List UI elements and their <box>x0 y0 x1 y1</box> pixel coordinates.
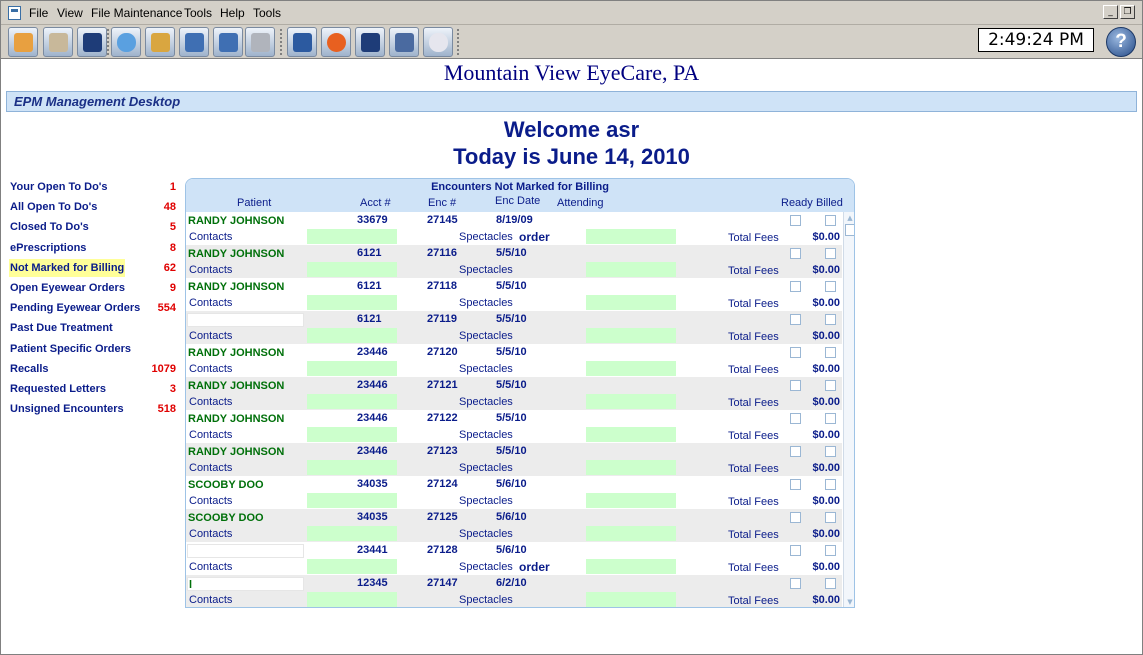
attending-field[interactable] <box>586 427 676 442</box>
total-fees-label: Total Fees <box>728 463 779 475</box>
header-billed[interactable]: Billed <box>816 197 843 209</box>
contacts-field[interactable] <box>307 328 397 343</box>
header-patient[interactable]: Patient <box>237 197 272 209</box>
building-icon[interactable] <box>77 27 107 57</box>
encounters-grid <box>185 178 855 608</box>
sidebar <box>9 178 179 420</box>
ready-checkbox[interactable] <box>790 545 801 556</box>
minimize-button[interactable]: _ <box>1103 5 1118 19</box>
patient-name[interactable]: RANDY JOHNSON <box>188 248 285 260</box>
spectacles-label: Spectacles <box>459 429 513 441</box>
total-fees-label: Total Fees <box>728 430 779 442</box>
spectacles-order-link[interactable]: order <box>519 230 550 244</box>
encounter-number: 27123 <box>427 445 458 457</box>
spectacles-label: Spectacles <box>459 495 513 507</box>
sidebar-item-past-due-treatment[interactable] <box>9 319 179 339</box>
no-entry-icon[interactable] <box>321 27 351 57</box>
attending-field[interactable] <box>586 493 676 508</box>
patient-name[interactable]: RANDY JOHNSON <box>188 446 285 458</box>
account-number: 34035 <box>357 511 388 523</box>
printer-icon[interactable] <box>245 27 275 57</box>
total-fees-value: $0.00 <box>812 528 840 540</box>
grid-scrollbar[interactable] <box>843 212 855 608</box>
contacts-field[interactable] <box>307 460 397 475</box>
total-fees-label: Total Fees <box>728 562 779 574</box>
ready-checkbox[interactable] <box>790 347 801 358</box>
total-fees-value: $0.00 <box>812 297 840 309</box>
contacts-label: Contacts <box>189 528 233 540</box>
sidebar-item-label[interactable]: ePrescriptions <box>10 241 87 254</box>
sidebar-item-count: 8 <box>169 241 176 254</box>
table-row[interactable] <box>186 575 842 608</box>
menu-help[interactable]: Help <box>220 6 245 20</box>
contacts-field[interactable] <box>307 361 397 376</box>
sidebar-item-requested-letters[interactable] <box>9 380 179 400</box>
company-name: Mountain View EyeCare, PA <box>443 60 700 85</box>
scroll-thumb[interactable] <box>845 224 855 236</box>
sidebar-item-label[interactable]: Patient Specific Orders <box>10 342 132 355</box>
spectacles-label: Spectacles <box>459 231 513 243</box>
ready-checkbox[interactable] <box>790 281 801 292</box>
total-fees-label: Total Fees <box>728 496 779 508</box>
ready-checkbox[interactable] <box>790 248 801 259</box>
attending-field[interactable] <box>586 361 676 376</box>
patient-name[interactable] <box>187 544 304 558</box>
contacts-field[interactable] <box>307 295 397 310</box>
spectacles-label: Spectacles <box>459 297 513 309</box>
total-fees-value: $0.00 <box>812 363 840 375</box>
encounter-number: 27145 <box>427 214 458 226</box>
billed-checkbox[interactable] <box>825 215 836 226</box>
ready-checkbox[interactable] <box>790 413 801 424</box>
spectacles-label: Spectacles <box>459 330 513 342</box>
sidebar-item-count: 1 <box>169 181 176 193</box>
ready-checkbox[interactable] <box>790 446 801 457</box>
database-icon[interactable] <box>111 27 141 57</box>
menu-file-maintenance[interactable]: File Maintenance <box>91 6 183 20</box>
sidebar-item-label[interactable]: Pending Eyewear Orders <box>10 302 141 315</box>
contacts-label: Contacts <box>189 561 233 573</box>
contacts-field[interactable] <box>307 493 397 508</box>
billed-checkbox[interactable] <box>825 248 836 259</box>
attending-field[interactable] <box>586 328 676 343</box>
grid-rows <box>186 212 842 608</box>
attending-field[interactable] <box>586 559 676 574</box>
encounter-date: 6/2/10 <box>496 577 527 589</box>
home-icon[interactable] <box>8 27 38 57</box>
billed-checkbox[interactable] <box>825 512 836 523</box>
account-number: 33679 <box>357 214 388 226</box>
ready-checkbox[interactable] <box>790 215 801 226</box>
patient-name[interactable]: RANDY JOHNSON <box>188 215 285 227</box>
contacts-field[interactable] <box>307 229 397 244</box>
total-fees-value: $0.00 <box>812 231 840 243</box>
date-heading: Today is June 14, 2010 <box>453 144 690 169</box>
total-fees-label: Total Fees <box>728 529 779 541</box>
scanner-icon[interactable] <box>355 27 385 57</box>
table-row[interactable] <box>186 311 842 344</box>
sidebar-item-label[interactable]: Closed To Do's <box>10 221 89 234</box>
sidebar-item-open-eyewear-orders[interactable] <box>9 279 179 299</box>
sidebar-item-count: 1079 <box>151 362 176 375</box>
report-search-icon[interactable] <box>389 27 419 57</box>
contacts-label: Contacts <box>189 363 233 375</box>
sidebar-item-label[interactable]: Past Due Treatment <box>10 322 113 335</box>
total-fees-value: $0.00 <box>812 594 840 606</box>
contacts-label: Contacts <box>189 495 233 507</box>
total-fees-value: $0.00 <box>812 462 840 474</box>
sidebar-item-count: 5 <box>169 221 176 234</box>
contacts-field[interactable] <box>307 592 397 607</box>
billed-checkbox[interactable] <box>825 479 836 490</box>
billed-checkbox[interactable] <box>825 314 836 325</box>
account-number: 12345 <box>357 577 388 589</box>
attending-field[interactable] <box>586 394 676 409</box>
contacts-label: Contacts <box>189 330 233 342</box>
sidebar-item-count: 62 <box>163 261 176 274</box>
account-number: 34035 <box>357 478 388 490</box>
menu-bar <box>1 1 1142 25</box>
account-number: 6121 <box>357 247 382 259</box>
toolbar-separator <box>280 29 284 55</box>
encounter-number: 27124 <box>427 478 458 490</box>
spectacles-label: Spectacles <box>459 396 513 408</box>
contacts-field[interactable] <box>307 394 397 409</box>
sidebar-item-count: 3 <box>169 382 176 395</box>
encounter-number: 27128 <box>427 544 458 556</box>
encounter-number: 27147 <box>427 577 458 589</box>
mouse-icon[interactable] <box>423 27 453 57</box>
encounter-date: 5/5/10 <box>496 313 527 325</box>
attending-field[interactable] <box>586 262 676 277</box>
encounter-number: 27120 <box>427 346 458 358</box>
menu-view[interactable]: View <box>57 6 83 20</box>
table-row[interactable] <box>186 212 842 245</box>
encounter-date: 5/5/10 <box>496 280 527 292</box>
account-number: 23441 <box>357 544 388 556</box>
clock-display: 2:49:24 PM <box>978 28 1094 52</box>
attending-field[interactable] <box>586 295 676 310</box>
account-number: 23446 <box>357 412 388 424</box>
encounter-number: 27116 <box>427 247 457 259</box>
welcome-heading: Welcome asr <box>503 117 640 142</box>
sidebar-item-count: 9 <box>169 281 176 294</box>
sidebar-item-eprescriptions[interactable] <box>9 239 179 259</box>
encounter-date: 5/6/10 <box>496 544 527 556</box>
total-fees-label: Total Fees <box>728 331 779 343</box>
document-search-2-icon[interactable] <box>213 27 243 57</box>
sidebar-item-label[interactable]: Your Open To Do's <box>10 181 108 193</box>
encounter-date: 5/5/10 <box>496 445 527 457</box>
encounter-date: 5/6/10 <box>496 478 527 490</box>
contacts-label: Contacts <box>189 264 233 276</box>
billed-checkbox[interactable] <box>825 281 836 292</box>
header-ready[interactable]: Ready <box>781 197 813 209</box>
header-enc[interactable]: Enc # <box>428 197 457 209</box>
total-fees-label: Total Fees <box>728 364 779 376</box>
account-number: 6121 <box>357 280 382 292</box>
account-number: 23446 <box>357 445 388 457</box>
application-icon[interactable] <box>8 6 21 20</box>
contacts-label: Contacts <box>189 231 233 243</box>
table-row[interactable] <box>186 377 842 410</box>
contacts-label: Contacts <box>189 429 233 441</box>
total-fees-value: $0.00 <box>812 561 840 573</box>
billed-checkbox[interactable] <box>825 413 836 424</box>
encounter-date: 5/5/10 <box>496 379 527 391</box>
contacts-label: Contacts <box>189 396 233 408</box>
spectacles-label: Spectacles <box>459 561 513 573</box>
window-controls <box>1103 5 1135 19</box>
total-fees-label: Total Fees <box>728 265 779 277</box>
grid-header-row <box>186 195 854 212</box>
users-icon[interactable] <box>43 27 73 57</box>
account-number: 23446 <box>357 379 388 391</box>
encounter-number: 27122 <box>427 412 458 424</box>
encounter-number: 27125 <box>427 511 458 523</box>
patient-name[interactable]: RANDY JOHNSON <box>188 380 285 392</box>
menu-tools[interactable]: Tools <box>184 6 213 20</box>
toolbar-separator <box>457 29 461 55</box>
total-fees-value: $0.00 <box>812 396 840 408</box>
toolbar <box>1 25 1142 59</box>
billed-checkbox[interactable] <box>825 545 836 556</box>
header-attending[interactable]: Attending <box>557 197 604 209</box>
spectacles-label: Spectacles <box>459 528 513 540</box>
patient-name[interactable]: l <box>187 577 304 591</box>
ready-checkbox[interactable] <box>790 578 801 589</box>
patient-name[interactable]: RANDY JOHNSON <box>188 347 285 359</box>
table-row[interactable] <box>186 476 842 509</box>
table-row[interactable] <box>186 245 842 278</box>
encounter-date: 5/5/10 <box>496 346 527 358</box>
total-fees-label: Total Fees <box>728 595 779 607</box>
ready-checkbox[interactable] <box>790 512 801 523</box>
table-row[interactable] <box>186 278 842 311</box>
total-fees-label: Total Fees <box>728 298 779 310</box>
table-row[interactable] <box>186 344 842 377</box>
spectacles-label: Spectacles <box>459 462 513 474</box>
sidebar-item-closed-to-do-s[interactable] <box>9 218 179 238</box>
billed-checkbox[interactable] <box>825 446 836 457</box>
contacts-field[interactable] <box>307 559 397 574</box>
sidebar-item-unsigned-encounters[interactable] <box>9 400 179 420</box>
menu-tools-2[interactable]: Tools <box>253 6 282 20</box>
sidebar-item-label[interactable]: All Open To Do's <box>10 201 98 214</box>
patient-name[interactable] <box>187 313 304 327</box>
encounter-date: 8/19/09 <box>496 214 533 226</box>
patient-name[interactable]: RANDY JOHNSON <box>188 413 285 425</box>
scroll-up-icon[interactable]: ▲ <box>847 214 853 222</box>
ready-checkbox[interactable] <box>790 314 801 325</box>
sidebar-item-patient-specific-orders[interactable] <box>9 340 179 360</box>
sidebar-item-all-open-to-do-s[interactable] <box>9 198 179 218</box>
sidebar-item-count: 518 <box>157 403 176 416</box>
sidebar-item-count: 48 <box>163 201 176 214</box>
contacts-field[interactable] <box>307 526 397 541</box>
total-fees-label: Total Fees <box>728 232 779 244</box>
desktop-title-bar: EPM Management Desktop <box>6 91 1137 112</box>
spectacles-label: Spectacles <box>459 264 513 276</box>
attending-field[interactable] <box>586 526 676 541</box>
sidebar-item-label[interactable]: Not Marked for Billing <box>9 259 125 277</box>
attending-field[interactable] <box>586 592 676 607</box>
encounter-number: 27118 <box>427 280 457 292</box>
header-enc-date[interactable]: Enc Date <box>495 195 541 207</box>
billed-checkbox[interactable] <box>825 578 836 589</box>
sidebar-item-label[interactable]: Open Eyewear Orders <box>10 281 125 294</box>
menu-file[interactable]: File <box>29 6 49 20</box>
patient-name[interactable]: RANDY JOHNSON <box>188 281 285 293</box>
table-row[interactable] <box>186 410 842 443</box>
scroll-down-icon[interactable]: ▼ <box>847 598 853 606</box>
encounter-date: 5/5/10 <box>496 412 527 424</box>
total-fees-value: $0.00 <box>812 264 840 276</box>
encounter-date: 5/6/10 <box>496 511 527 523</box>
sidebar-item-pending-eyewear-orders[interactable] <box>9 299 179 319</box>
encounter-number: 27119 <box>427 313 457 325</box>
spectacles-label: Spectacles <box>459 363 513 375</box>
total-fees-label: Total Fees <box>728 397 779 409</box>
encounter-number: 27121 <box>427 379 458 391</box>
header-acct[interactable]: Acct # <box>360 197 391 209</box>
total-fees-value: $0.00 <box>812 495 840 507</box>
contacts-field[interactable] <box>307 427 397 442</box>
ready-checkbox[interactable] <box>790 479 801 490</box>
spectacles-order-link[interactable]: order <box>519 560 550 574</box>
account-number: 23446 <box>357 346 388 358</box>
ready-checkbox[interactable] <box>790 380 801 391</box>
help-icon[interactable]: ? <box>1106 27 1136 57</box>
patient-name[interactable]: SCOOBY DOO <box>188 512 264 524</box>
attending-field[interactable] <box>586 460 676 475</box>
table-row[interactable] <box>186 443 842 476</box>
account-number: 6121 <box>357 313 382 325</box>
table-row[interactable] <box>186 542 842 575</box>
encounter-date: 5/5/10 <box>496 247 527 259</box>
total-fees-value: $0.00 <box>812 429 840 441</box>
sidebar-item-recalls[interactable] <box>9 360 179 380</box>
contacts-label: Contacts <box>189 297 233 309</box>
sidebar-item-your-open-to-do-s[interactable] <box>9 178 179 198</box>
sidebar-item-label[interactable]: Requested Letters <box>10 382 106 395</box>
lock-icon[interactable] <box>145 27 175 57</box>
edit-icon[interactable] <box>287 27 317 57</box>
grid-title: Encounters Not Marked for Billing <box>186 179 854 195</box>
attending-field[interactable] <box>586 229 676 244</box>
sidebar-item-label[interactable]: Unsigned Encounters <box>10 403 124 416</box>
billed-checkbox[interactable] <box>825 380 836 391</box>
spectacles-label: Spectacles <box>459 594 513 606</box>
sidebar-item-not-marked-for-billing[interactable] <box>9 259 179 279</box>
sidebar-item-label[interactable]: Recalls <box>10 362 49 375</box>
contacts-label: Contacts <box>189 594 233 606</box>
document-search-icon[interactable] <box>179 27 209 57</box>
total-fees-value: $0.00 <box>812 330 840 342</box>
sidebar-item-count: 554 <box>157 302 176 315</box>
contacts-label: Contacts <box>189 462 233 474</box>
contacts-field[interactable] <box>307 262 397 277</box>
table-row[interactable] <box>186 509 842 542</box>
billed-checkbox[interactable] <box>825 347 836 358</box>
patient-name[interactable]: SCOOBY DOO <box>188 479 264 491</box>
restore-button[interactable]: ❐ <box>1120 5 1135 19</box>
